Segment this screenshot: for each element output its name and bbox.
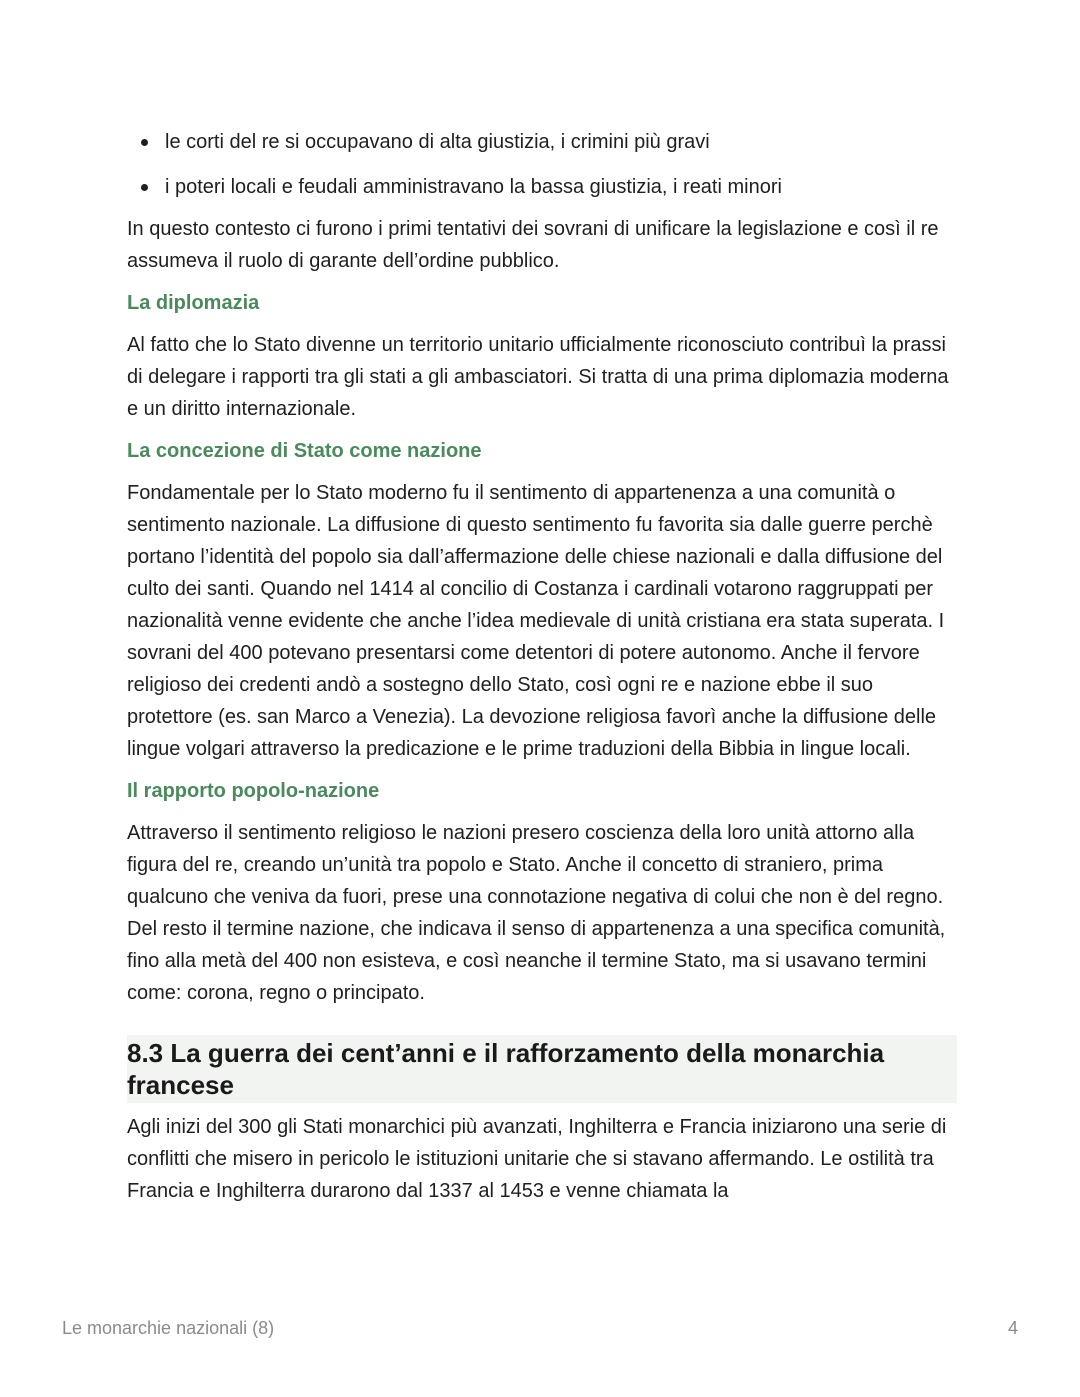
bullet-dot-icon (141, 184, 148, 191)
chapter-heading: 8.3 La guerra dei cent’anni e il rafforzamento della monarchia francese (127, 1035, 957, 1103)
list-item (127, 171, 957, 203)
chapter-paragraph: Agli inizi del 300 gli Stati monarchici più avanzati, Inghilterra e Francia iniziarono una serie di conflitti che misero in pericolo le istituzioni unitarie che si stavano affermando. Le ostilità tra Francia e Inghilterra durarono dal 1337 al 1453 e venne chiamata la (127, 1116, 947, 1202)
subheading-popolo-nazione: Il rapporto popolo-nazione (127, 780, 380, 802)
subheading-diplomazia: La diplomazia (127, 292, 260, 314)
list-item-text: i poteri locali e feudali amministravano la bassa giustizia, i reati minori (165, 176, 782, 198)
bullet-dot-icon (141, 139, 148, 146)
paragraph-popolo-nazione: Attraverso il sentimento religioso le nazioni presero coscienza della loro unità attorno alla figura del re, creando un’unità tra popolo e Stato. Anche il concetto di straniero, prima qualcuno che veniva da fuori, prese una connotazione negativa di colui che non è del regno. Del resto il termine nazione, che indicava il senso di appartenenza a una specifica comunità, fino alla metà del 400 non esisteva, e così neanche il termine Stato, ma si usavano termini come: corona, regno o principato. (127, 822, 946, 1004)
list-item-text: le corti del re si occupavano di alta giustizia, i crimini più gravi (165, 131, 710, 153)
footer-page-number: 4 (1007, 1318, 1018, 1338)
list-item (127, 126, 957, 158)
footer-document-title: Le monarchie nazionali (8) (62, 1318, 275, 1338)
paragraph-stato-nazione: Fondamentale per lo Stato moderno fu il sentimento di appartenenza a una comunità o sentimento nazionale. La diffusione di questo sentimento fu favorita sia dalle guerre perchè portano l’identità del popolo sia dall’affermazione delle chiese nazionali e dalla diffusione del culto dei santi. Quando nel 1414 al concilio di Costanza i cardinali votarono raggruppati per nazionalità venne evidente che anche l’idea medievale di unità cristiana era stata superata. I sovrani del 400 potevano presentarsi come detentori di potere autonomo. Anche il fervore religioso dei credenti andò a sostegno dello Stato, così ogni re e nazione ebbe il suo protettore (es. san Marco a Venezia). La devozione religiosa favorì anche la diffusione delle lingue volgari attraverso la predicazione e le prime traduzioni della Bibbia in lingue locali. (127, 482, 945, 760)
subheading-stato-nazione: La concezione di Stato come nazione (127, 440, 482, 462)
intro-paragraph: In questo contesto ci furono i primi tentativi dei sovrani di unificare la legislazione e così il re assumeva il ruolo di garante dell’ordine pubblico. (127, 218, 939, 272)
paragraph-diplomazia: Al fatto che lo Stato divenne un territorio unitario ufficialmente riconosciuto contribuì la prassi di delegare i rapporti tra gli stati a gli ambasciatori. Si tratta di una prima diplomazia moderna e un diritto internazionale. (127, 334, 949, 420)
justice-bullet-list (127, 126, 957, 203)
page-content (127, 126, 957, 1207)
